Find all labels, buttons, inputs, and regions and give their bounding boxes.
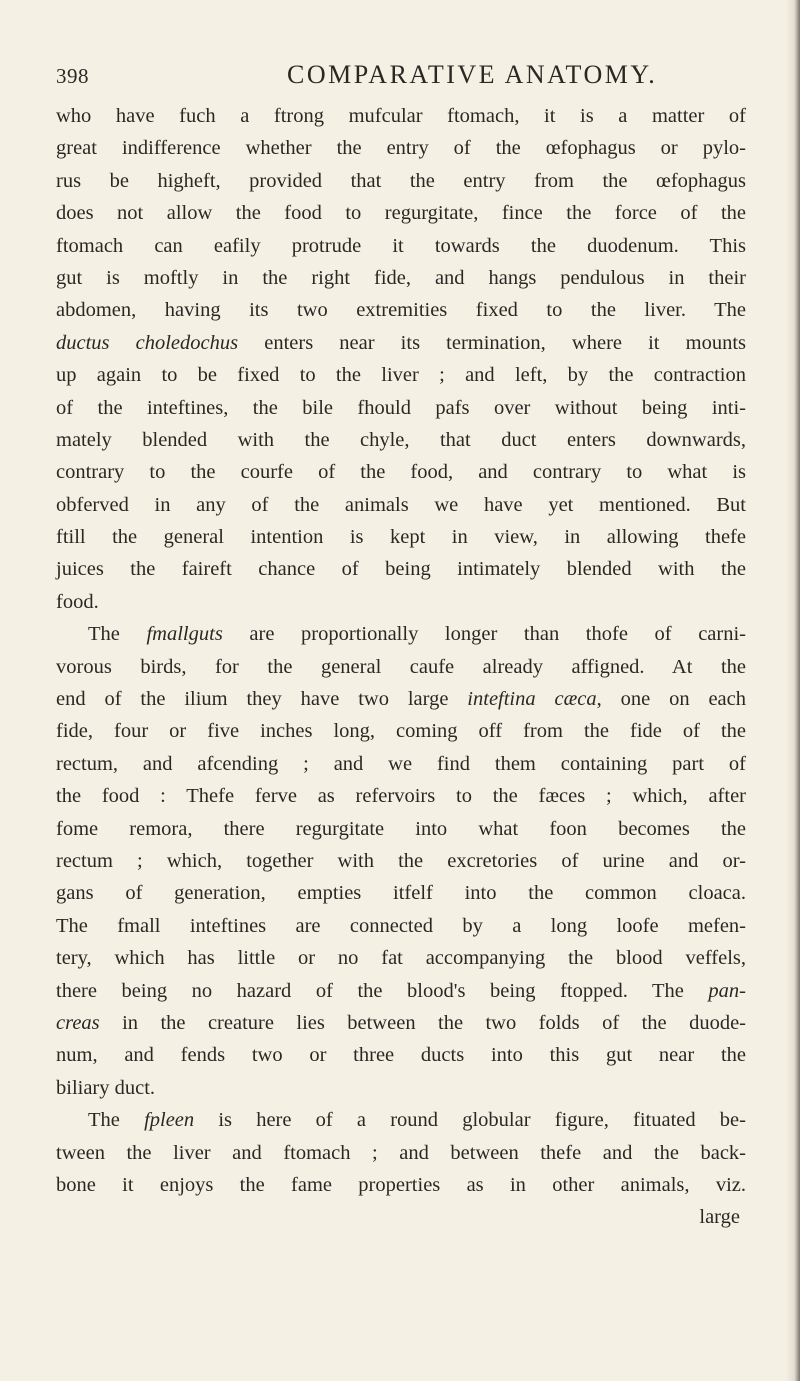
text-line	[56, 553, 746, 585]
text-line	[56, 715, 746, 747]
text-run: rectum, and afcending ; and we find them containing part of	[56, 752, 746, 775]
running-head-title: COMPARATIVE ANATOMY.	[287, 60, 658, 89]
text-run: up again to be fixed to the liver ; and left, by the contraction	[56, 364, 746, 387]
text-run: are proportionally longer than thofe of carni-	[222, 623, 747, 646]
text-run: in the creature lies between the two folds of the duode-	[99, 1011, 746, 1034]
text-run: The	[88, 623, 147, 646]
text-run: ftomach can eafily protrude it towards the duodenum. This	[56, 234, 746, 257]
text-line	[56, 618, 746, 650]
italic-term: fpleen	[144, 1109, 195, 1132]
catchword	[56, 1201, 746, 1233]
text-line	[56, 489, 746, 521]
text-line	[56, 392, 746, 424]
text-line	[56, 942, 746, 974]
text-run: contrary to the courfe of the food, and contrary to what is	[56, 461, 746, 484]
text-run: large	[699, 1206, 740, 1229]
text-line	[56, 1039, 746, 1071]
text-line	[56, 1137, 746, 1169]
text-line	[56, 877, 746, 909]
text-run: enters near its termination, where it mounts	[238, 331, 746, 354]
text-run: vorous birds, for the general caufe already affigned. At the	[56, 655, 746, 678]
text-run: mately blended with the chyle, that duct enters downwards,	[56, 428, 746, 451]
text-run: end of the ilium they have two large	[56, 688, 468, 711]
text-line	[56, 359, 746, 391]
text-run: food.	[56, 590, 99, 613]
italic-term: ductus choledochus	[56, 331, 239, 354]
text-line	[56, 456, 746, 488]
text-line	[56, 651, 746, 683]
italic-term: pan-	[708, 979, 746, 1002]
text-line	[56, 327, 746, 359]
text-run: is here of a round globular figure, fituated be-	[194, 1109, 746, 1132]
text-line	[56, 230, 746, 262]
text-run: fome remora, there regurgitate into what foon becomes the	[56, 817, 746, 840]
text-line	[56, 586, 746, 618]
text-run: there being no hazard of the blood's being ftopped. The	[56, 979, 709, 1002]
text-run: of the inteftines, the bile fhould pafs over without being inti-	[56, 396, 746, 419]
text-line	[56, 100, 746, 132]
text-line	[56, 165, 746, 197]
text-line	[56, 1007, 746, 1039]
text-line	[56, 683, 746, 715]
text-run: bone it enjoys the fame properties as in other animals, viz.	[56, 1173, 746, 1196]
text-run: The	[88, 1109, 145, 1132]
text-run: tween the liver and ftomach ; and between thefe and the back-	[56, 1141, 746, 1164]
text-run: abdomen, having its two extremities fixed to the liver. The	[56, 299, 746, 322]
italic-term: fmallguts	[146, 623, 223, 646]
text-run: gans of generation, empties itfelf into the common cloaca.	[56, 882, 746, 905]
text-line	[56, 262, 746, 294]
text-line	[56, 845, 746, 877]
text-line	[56, 1169, 746, 1201]
text-run: ftill the general intention is kept in view, in allowing thefe	[56, 526, 746, 549]
text-run: fide, four or five inches long, coming off from the fide of the	[56, 720, 746, 743]
text-run: rectum ; which, together with the excretories of urine and or-	[56, 849, 746, 872]
running-head	[56, 60, 736, 94]
text-line	[56, 975, 746, 1007]
text-line	[56, 780, 746, 812]
page-edge-shadow	[786, 0, 800, 1381]
text-run: The fmall inteftines are connected by a long loofe mefen-	[56, 914, 746, 937]
text-run: who have fuch a ftrong mufcular ftomach, it is a matter of	[56, 105, 746, 127]
text-line	[56, 910, 746, 942]
page-number: 398	[56, 64, 89, 88]
text-line	[56, 424, 746, 456]
body-text	[56, 100, 746, 1234]
text-line	[56, 748, 746, 780]
text-run: juices the faireft chance of being intimately blended with the	[56, 558, 746, 581]
text-run: great indifference whether the entry of the œfophagus or pylo-	[56, 137, 746, 160]
text-line	[56, 197, 746, 229]
text-run: does not allow the food to regurgitate, fince the force of the	[56, 202, 746, 225]
text-run: rus be higheft, provided that the entry from the œfophagus	[56, 169, 746, 192]
text-run: num, and fends two or three ducts into this gut near the	[56, 1044, 746, 1067]
text-run: tery, which has little or no fat accompanying the blood veffels,	[56, 947, 746, 970]
text-run: obferved in any of the animals we have yet mentioned. But	[56, 493, 746, 516]
text-run: the food : Thefe ferve as refervoirs to the fæces ; which, after	[56, 785, 746, 808]
text-run: gut is moftly in the right fide, and hangs pendulous in their	[56, 266, 746, 289]
text-line	[56, 1104, 746, 1136]
text-line	[56, 294, 746, 326]
text-line	[56, 521, 746, 553]
text-line	[56, 132, 746, 164]
text-line	[56, 813, 746, 845]
text-run: biliary duct.	[56, 1076, 156, 1099]
italic-term: creas	[56, 1011, 100, 1034]
text-run: , one on each	[596, 688, 746, 711]
text-line	[56, 1072, 746, 1104]
italic-term: inteftina cæca	[467, 688, 597, 711]
